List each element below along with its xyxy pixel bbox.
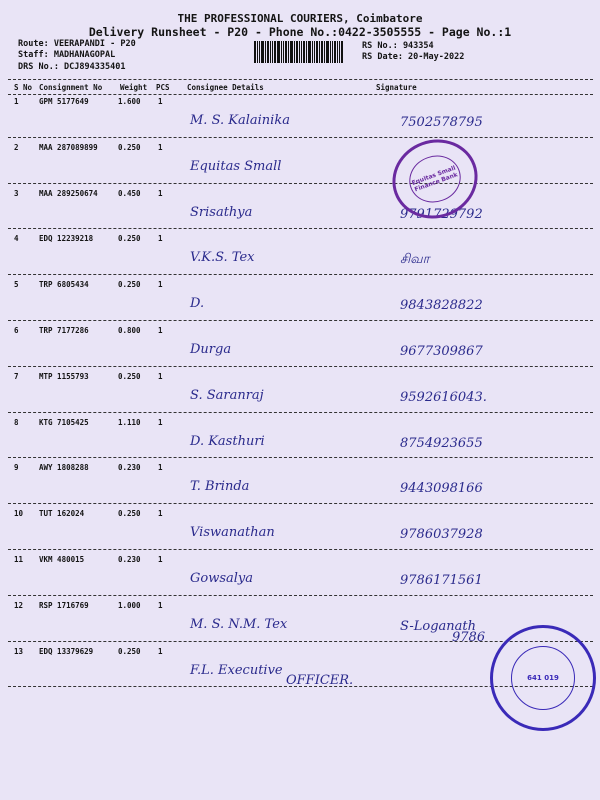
route-label: Route: VEERAPANDI - P20	[18, 39, 136, 49]
row-consignee-handwritten: S. Saranraj	[190, 387, 264, 403]
rs-number: RS No.: 943354	[362, 41, 434, 51]
row-sno: 4	[14, 234, 19, 244]
row-divider	[8, 412, 593, 413]
row-pcs: 1	[158, 142, 163, 152]
col-sno: S No	[14, 83, 33, 92]
col-consignment: Consignment No	[39, 83, 103, 92]
row-weight: 0.250	[118, 371, 141, 381]
row-consignment: TUT 162024	[39, 509, 85, 519]
row-weight: 0.250	[118, 509, 141, 519]
row-consignment: KTG 7105425	[39, 417, 89, 427]
handwritten-officer: OFFICER.	[286, 673, 354, 688]
row-weight: 0.250	[118, 280, 141, 290]
row-weight: 0.800	[118, 326, 141, 335]
row-sno: 12	[14, 600, 24, 610]
row-consignee-handwritten: Gowsalya	[190, 571, 254, 586]
barcode-bar	[261, 41, 264, 63]
row-signature-handwritten: 7502578795	[400, 115, 483, 130]
row-weight: 1.600	[118, 97, 141, 106]
handwritten-row12-extra: 9786	[452, 630, 486, 645]
row-signature-handwritten: 9443098166	[400, 481, 483, 497]
barcode-bar	[288, 41, 289, 63]
barcode-bar	[283, 41, 284, 63]
barcode-bar	[324, 41, 325, 63]
row-consignee-handwritten: Durga	[190, 342, 232, 357]
barcode-bar	[332, 41, 333, 63]
barcode-bar	[259, 41, 260, 63]
row-weight: 1.000	[118, 600, 141, 610]
col-consignee: Consignee Details	[187, 83, 264, 92]
row-pcs: 1	[158, 280, 163, 290]
row-consignee-handwritten: T. Brinda	[190, 479, 250, 495]
barcode-bar	[294, 41, 295, 63]
row-pcs: 1	[158, 417, 163, 427]
row-sno: 3	[14, 188, 19, 198]
row-divider	[8, 137, 593, 138]
row-pcs: 1	[158, 188, 163, 198]
barcode-bar	[314, 41, 315, 63]
staff-label: Staff: MADHANAGOPAL	[18, 50, 116, 60]
barcode-bar	[339, 41, 340, 63]
row-divider	[8, 228, 593, 229]
barcode-bar	[321, 41, 323, 63]
row-consignment: AWY 1808288	[39, 463, 89, 473]
row-consignment: TRP 7177286	[39, 326, 89, 335]
post-office-stamp-text: 641 019	[527, 674, 559, 682]
row-pcs: 1	[158, 555, 163, 564]
barcode-bar	[265, 41, 266, 63]
row-weight: 0.230	[118, 555, 141, 564]
row-consignment: GPM 5177649	[39, 97, 89, 106]
col-weight: Weight	[120, 83, 148, 92]
barcode-bar	[337, 41, 338, 63]
barcode-bar	[274, 41, 276, 63]
barcode-bar	[299, 41, 300, 63]
row-pcs: 1	[158, 509, 163, 519]
row-consignee-handwritten: Viswanathan	[190, 525, 275, 541]
row-weight: 0.250	[118, 234, 141, 244]
row-signature-handwritten: 9592616043.	[400, 389, 487, 405]
bank-stamp-text: Equitas Small Finance Bank	[410, 164, 459, 194]
row-consignment: EDQ 13379629	[39, 646, 94, 656]
barcode-bar	[312, 41, 313, 63]
row-signature-handwritten: 9791729792	[400, 206, 483, 222]
row-consignee-handwritten: F.L. Executive	[190, 662, 283, 678]
row-signature-handwritten: 9843828822	[400, 298, 483, 314]
row-consignee-handwritten: D. Kasthuri	[190, 433, 265, 449]
row-signature-handwritten: 9786171561	[400, 573, 483, 588]
header-rule-top	[8, 79, 593, 80]
row-weight: 1.110	[118, 417, 141, 427]
barcode-bar	[290, 41, 293, 63]
row-consignee-handwritten: Equitas Small	[190, 158, 282, 174]
barcode-bar	[334, 41, 336, 63]
row-consignee-handwritten: D.	[190, 296, 205, 312]
col-signature: Signature	[376, 83, 417, 92]
barcode-bar	[270, 41, 271, 63]
row-divider	[8, 183, 593, 184]
row-divider	[8, 457, 593, 458]
barcode-bar	[303, 41, 305, 63]
row-consignment: MAA 289250674	[39, 188, 98, 198]
barcode-bar	[326, 41, 329, 63]
row-divider	[8, 366, 593, 367]
row-weight: 0.230	[118, 463, 141, 473]
barcode-bar	[296, 41, 298, 63]
row-pcs: 1	[158, 371, 163, 381]
row-pcs: 1	[158, 97, 163, 106]
row-pcs: 1	[158, 646, 163, 656]
row-weight: 0.250	[118, 142, 141, 152]
row-consignment: MTP 1155793	[39, 371, 89, 381]
row-consignee-handwritten: M. S. Kalainika	[190, 113, 290, 128]
barcode-bar	[341, 41, 343, 63]
row-divider	[8, 503, 593, 504]
barcode-bar	[277, 41, 280, 63]
row-consignee-handwritten: V.K.S. Tex	[190, 250, 255, 266]
barcode-bar	[306, 41, 307, 63]
row-consignee-handwritten: M. S. N.M. Tex	[190, 616, 288, 632]
row-consignment: EDQ 12239218	[39, 234, 94, 244]
barcode-bar	[285, 41, 287, 63]
row-pcs: 1	[158, 326, 163, 335]
row-consignment: TRP 6805434	[39, 280, 89, 290]
row-sno: 5	[14, 280, 19, 290]
row-sno: 9	[14, 463, 19, 473]
row-sno: 6	[14, 326, 19, 335]
row-pcs: 1	[158, 600, 163, 610]
barcode-bar	[272, 41, 273, 63]
row-divider	[8, 320, 593, 321]
header-rule-bottom	[8, 94, 593, 95]
barcode-bar	[316, 41, 318, 63]
row-consignment: MAA 287089899	[39, 142, 98, 152]
runsheet-subtitle: Delivery Runsheet - P20 - Phone No.:0422-3505555 - Page No.:1	[88, 25, 512, 39]
row-sno: 2	[14, 142, 19, 152]
row-signature-handwritten: 9786037928	[400, 527, 483, 543]
row-divider	[8, 274, 593, 275]
row-consignee-handwritten: Srisathya	[190, 204, 253, 220]
row-pcs: 1	[158, 463, 163, 473]
barcode-bar	[254, 41, 256, 63]
barcode-bar	[319, 41, 320, 63]
row-pcs: 1	[158, 234, 163, 244]
row-consignment: RSP 1716769	[39, 600, 89, 610]
row-divider	[8, 549, 593, 550]
row-sno: 1	[14, 97, 19, 106]
col-pcs: PCS	[156, 83, 170, 92]
barcode-bar	[267, 41, 269, 63]
row-signature-handwritten: 8754923655	[400, 435, 483, 451]
row-sno: 8	[14, 417, 19, 427]
barcode-bar	[301, 41, 302, 63]
row-signature-handwritten: 9677309867	[400, 344, 483, 359]
row-divider	[8, 595, 593, 596]
row-signature-handwritten: S-Loganath	[400, 618, 477, 634]
company-title: THE PROFESSIONAL COURIERS, Coimbatore	[177, 12, 423, 25]
rs-date: RS Date: 20-May-2022	[362, 52, 465, 62]
barcode-bar	[330, 41, 331, 63]
row-weight: 0.450	[118, 188, 141, 198]
barcode-bar	[308, 41, 311, 63]
barcode-image	[254, 41, 354, 63]
post-office-stamp	[490, 625, 596, 731]
row-sno: 10	[14, 509, 24, 519]
barcode-bar	[257, 41, 258, 63]
row-signature-handwritten: சிவா	[400, 252, 430, 268]
row-weight: 0.250	[118, 646, 141, 656]
row-sno: 7	[14, 371, 19, 381]
row-sno: 11	[14, 555, 24, 564]
row-consignment: VKM 480015	[39, 555, 85, 564]
drs-number: DRS No.: DCJ894335401	[18, 62, 126, 72]
barcode-bar	[281, 41, 282, 63]
row-sno: 13	[14, 646, 24, 656]
